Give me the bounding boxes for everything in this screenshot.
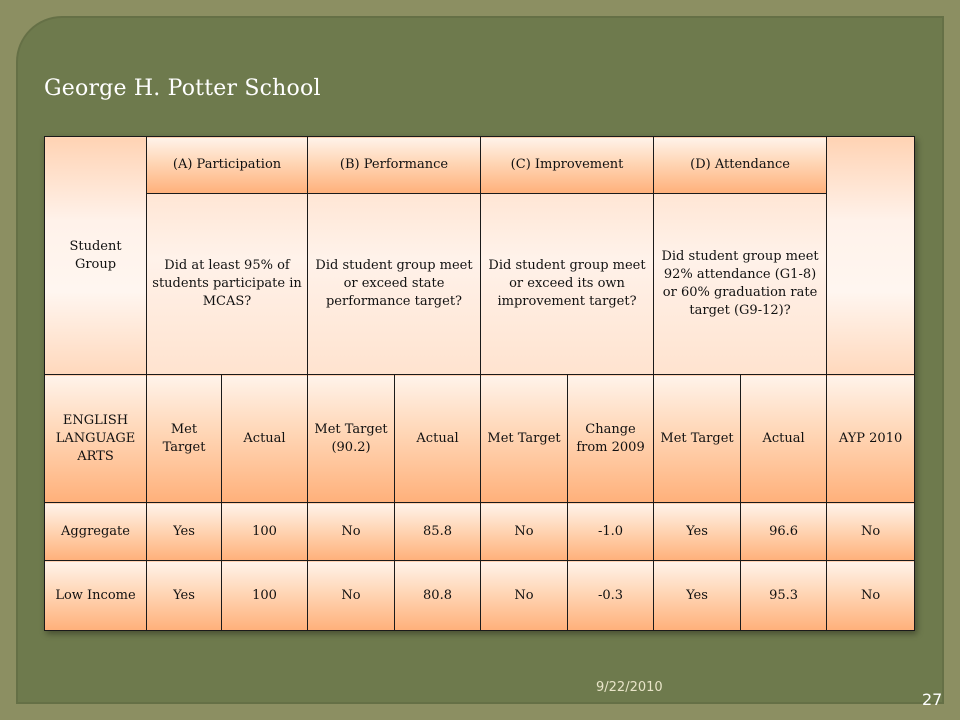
d-actual-cell: 95.3 [741,561,827,631]
b-actual-header: Actual [395,375,481,503]
group-cell: Low Income [45,561,147,631]
a-met-target-header: Met Target [147,375,222,503]
b-met-target-header: Met Target (90.2) [308,375,395,503]
d-met-cell: Yes [654,561,741,631]
empty-header-cell [827,137,915,375]
c-met-cell: No [481,561,568,631]
ayp-header: AYP 2010 [827,375,915,503]
c-met-target-header: Met Target [481,375,568,503]
improvement-question: Did student group meet or exceed its own improvement target? [481,194,654,375]
table-row [45,503,915,561]
b-met-cell: No [308,503,395,561]
d-met-target-header: Met Target [654,375,741,503]
participation-question: Did at least 95% of students participate in MCAS? [147,194,308,375]
improvement-header: (C) Improvement [481,137,654,194]
attendance-question: Did student group meet 92% attendance (G1-8) or 60% graduation rate target (G9-12)? [654,194,827,375]
c-change-cell: -1.0 [568,503,654,561]
attendance-header: (D) Attendance [654,137,827,194]
performance-header: (B) Performance [308,137,481,194]
a-met-cell: Yes [147,561,222,631]
a-actual-header: Actual [222,375,308,503]
ayp-cell: No [827,503,915,561]
b-actual-cell: 80.8 [395,561,481,631]
slide-date: 9/22/2010 [596,680,663,695]
table-row [45,561,915,631]
a-actual-cell: 100 [222,561,308,631]
group-cell: Aggregate [45,503,147,561]
b-met-cell: No [308,561,395,631]
ayp-cell: No [827,561,915,631]
subject-header: ENGLISH LANGUAGE ARTS [45,375,147,503]
slide-title: George H. Potter School [44,76,321,101]
performance-question: Did student group meet or exceed state performance target? [308,194,481,375]
student-group-header: Student Group [45,137,147,375]
a-met-cell: Yes [147,503,222,561]
participation-header: (A) Participation [147,137,308,194]
c-met-cell: No [481,503,568,561]
c-change-cell: -0.3 [568,561,654,631]
d-met-cell: Yes [654,503,741,561]
b-actual-cell: 85.8 [395,503,481,561]
d-actual-cell: 96.6 [741,503,827,561]
a-actual-cell: 100 [222,503,308,561]
ayp-table [44,136,915,631]
c-change-header: Change from 2009 [568,375,654,503]
page-number: 27 [922,690,943,709]
d-actual-header: Actual [741,375,827,503]
